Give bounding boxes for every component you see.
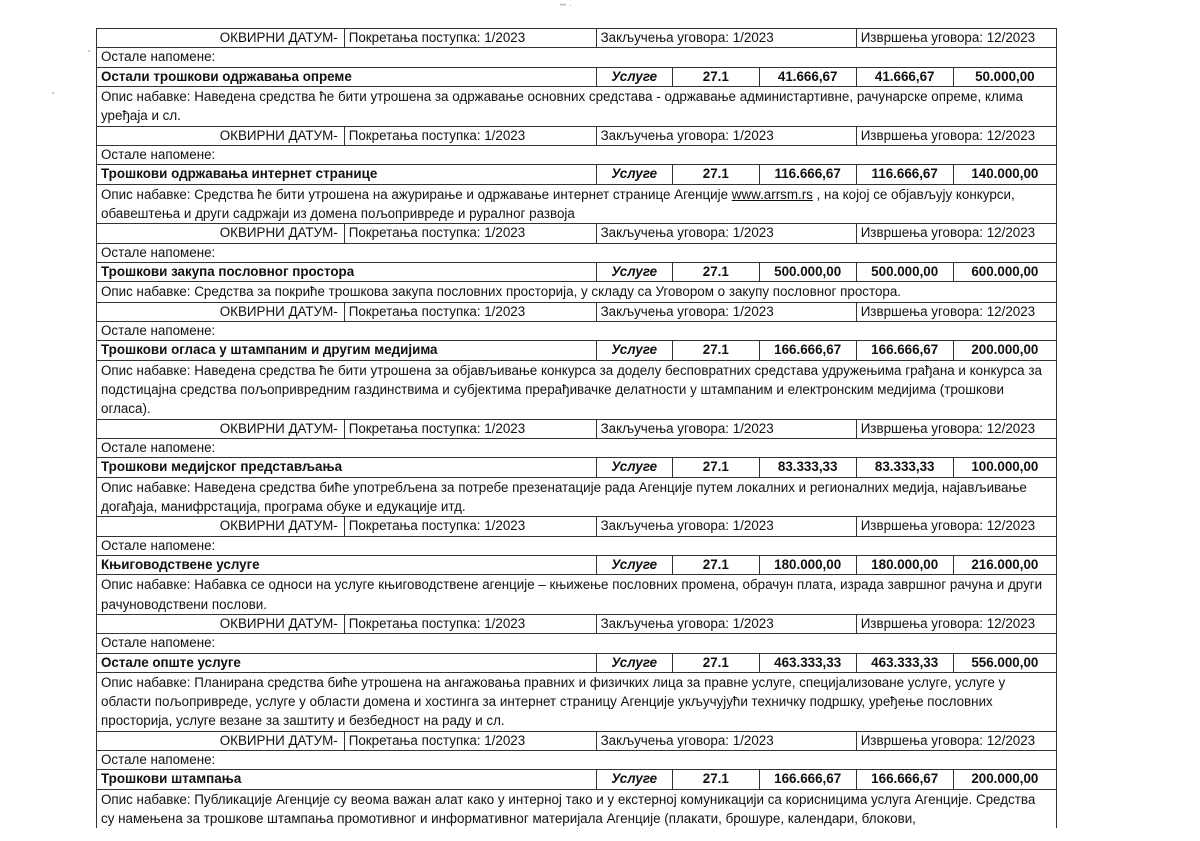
framework-date-row — [97, 731, 1057, 750]
item-amount-gross: 600.000,00 — [953, 263, 1056, 282]
item-amount: 166.666,67 — [856, 341, 953, 360]
execution-date: Извршења уговора: 12/2023 — [856, 419, 1056, 438]
other-notes-row — [97, 536, 1057, 555]
item-amount-gross: 200.000,00 — [953, 341, 1056, 360]
execution-date: Извршења уговора: 12/2023 — [856, 614, 1056, 633]
item-description-row — [97, 87, 1057, 126]
procurement-table — [96, 28, 1057, 828]
item-type: Услуге — [596, 653, 672, 672]
item-description-row — [97, 672, 1057, 731]
item-description-row — [97, 477, 1057, 516]
framework-date-row — [97, 126, 1057, 145]
item-row — [97, 165, 1057, 184]
item-description-row — [97, 360, 1057, 419]
item-konto: 27.1 — [672, 458, 759, 477]
item-konto: 27.1 — [672, 165, 759, 184]
item-konto: 27.1 — [672, 555, 759, 574]
item-description: Опис набавке: Наведена средства ће бити утрошена за објављивање конкурса за доделу бесповратних средстава удружењима грађана и конкурса за подстицајна средства пољопривредним газдинствима и субјектима прерађивачке делатности у штампаним и електронским медијима (трошкови огласа). — [97, 360, 1057, 419]
item-name: Остале опште услуге — [97, 653, 597, 672]
item-row — [97, 555, 1057, 574]
other-notes-label: Остале напомене: — [97, 750, 1057, 769]
item-name: Трошкови штампања — [97, 770, 597, 789]
item-type: Услуге — [596, 67, 672, 86]
item-description: Опис набавке: Набавка се односи на услуге књиговодствене агенције – књижење пословних промена, обрачун плата, израда завршног рачуна и други рачуноводствени послови. — [97, 575, 1057, 614]
item-type: Услуге — [596, 165, 672, 184]
scan-dot — [88, 50, 90, 52]
description-text: Опис набавке: Средства ће бити утрошена на ажурирање и одржавање интернет странице Агенције — [101, 186, 732, 202]
item-type: Услуге — [596, 263, 672, 282]
item-name: Трошкови медијског представљања — [97, 458, 597, 477]
execution-date: Извршења уговора: 12/2023 — [856, 731, 1056, 750]
other-notes-row — [97, 634, 1057, 653]
framework-date-row — [97, 419, 1057, 438]
item-konto: 27.1 — [672, 67, 759, 86]
initiation-date: Покретања поступка: 1/2023 — [344, 29, 596, 48]
item-description: Опис набавке: Публикације Агенције су веома важан алат како у интерној тако и у екстерној комуникацији са корисницима услуга Агенције. Средства су намењена за трошкове штампања промотивног и информативног материјала Агенције (плакати, брошуре, календари, блокови, — [97, 789, 1057, 828]
initiation-date: Покретања поступка: 1/2023 — [344, 302, 596, 321]
item-amount: 463.333,33 — [856, 653, 953, 672]
item-amount-gross: 200.000,00 — [953, 770, 1056, 789]
framework-date-row — [97, 302, 1057, 321]
item-description — [97, 184, 1057, 223]
conclusion-date: Закључења уговора: 1/2023 — [596, 419, 856, 438]
item-amount: 500.000,00 — [856, 263, 953, 282]
framework-date-label: ОКВИРНИ ДАТУМ- — [97, 731, 345, 750]
item-amount-net: 166.666,67 — [759, 770, 856, 789]
item-konto: 27.1 — [672, 341, 759, 360]
item-amount: 83.333,33 — [856, 458, 953, 477]
item-description-row — [97, 575, 1057, 614]
item-type: Услуге — [596, 770, 672, 789]
item-row — [97, 770, 1057, 789]
item-amount-net: 500.000,00 — [759, 263, 856, 282]
item-konto: 27.1 — [672, 263, 759, 282]
item-amount-gross: 216.000,00 — [953, 555, 1056, 574]
initiation-date: Покретања поступка: 1/2023 — [344, 731, 596, 750]
item-type: Услуге — [596, 555, 672, 574]
framework-date-label: ОКВИРНИ ДАТУМ- — [97, 302, 345, 321]
item-amount-net: 180.000,00 — [759, 555, 856, 574]
item-row — [97, 341, 1057, 360]
other-notes-label: Остале напомене: — [97, 146, 1057, 165]
item-amount-net: 83.333,33 — [759, 458, 856, 477]
item-description: Опис набавке: Наведена средства ће бити утрошена за одржавање основних средстава - одржавање администартивне, рачунарске опреме, клима уређаја и сл. — [97, 87, 1057, 126]
other-notes-row — [97, 750, 1057, 769]
item-description: Опис набавке: Планирана средства биће утрошена на ангажовања правних и физичких лица за правне услуге, специјализоване услуге, услуге у области пољопривреде, услуге у области домена и хостинга за интернет страницу Агенције укључујући техничку подршку, уређење пословних просторија, услуге везане за заштиту и безбедност на раду и сл. — [97, 672, 1057, 731]
item-type: Услуге — [596, 458, 672, 477]
item-name: Остали трошкови одржавања опреме — [97, 67, 597, 86]
item-type: Услуге — [596, 341, 672, 360]
item-description-row — [97, 789, 1057, 828]
other-notes-label: Остале напомене: — [97, 243, 1057, 262]
item-row — [97, 458, 1057, 477]
framework-date-row — [97, 29, 1057, 48]
item-amount-gross: 50.000,00 — [953, 67, 1056, 86]
item-row — [97, 653, 1057, 672]
website-link[interactable]: www.arrsm.rs — [731, 186, 813, 202]
conclusion-date: Закључења уговора: 1/2023 — [596, 614, 856, 633]
item-name: Књиговодствене услуге — [97, 555, 597, 574]
framework-date-label: ОКВИРНИ ДАТУМ- — [97, 29, 345, 48]
item-amount-net: 463.333,33 — [759, 653, 856, 672]
framework-date-label: ОКВИРНИ ДАТУМ- — [97, 419, 345, 438]
item-description-row — [97, 282, 1057, 302]
description-text: , на којој се објављују конкурси, обавештења и други садржаји из домена пољопривреде и руралног развоја — [101, 186, 1015, 222]
item-description-row — [97, 184, 1057, 223]
other-notes-row — [97, 146, 1057, 165]
item-amount-gross: 100.000,00 — [953, 458, 1056, 477]
item-amount: 166.666,67 — [856, 770, 953, 789]
conclusion-date: Закључења уговора: 1/2023 — [596, 302, 856, 321]
item-amount-gross: 556.000,00 — [953, 653, 1056, 672]
conclusion-date: Закључења уговора: 1/2023 — [596, 126, 856, 145]
item-name: Трошкови закупа пословног простора — [97, 263, 597, 282]
conclusion-date: Закључења уговора: 1/2023 — [596, 224, 856, 243]
item-name: Трошкови огласа у штампаним и другим медијима — [97, 341, 597, 360]
framework-date-label: ОКВИРНИ ДАТУМ- — [97, 224, 345, 243]
item-description: Опис набавке: Средства за покриће трошкова закупа пословних просторија, у складу са Уговором о закупу пословног простора. — [97, 282, 1057, 302]
conclusion-date: Закључења уговора: 1/2023 — [596, 517, 856, 536]
framework-date-row — [97, 614, 1057, 633]
item-description: Опис набавке: Наведена средства биће употребљена за потребе презенатације рада Агенције путем локалних и регионалних медија, најављивање догађаја, манифрстација, програма обуке и едукације итд. — [97, 477, 1057, 516]
execution-date: Извршења уговора: 12/2023 — [856, 29, 1056, 48]
scan-top-mark: ━ · — [560, 0, 573, 11]
other-notes-label: Остале напомене: — [97, 536, 1057, 555]
execution-date: Извршења уговора: 12/2023 — [856, 517, 1056, 536]
initiation-date: Покретања поступка: 1/2023 — [344, 224, 596, 243]
item-amount-gross: 140.000,00 — [953, 165, 1056, 184]
other-notes-label: Остале напомене: — [97, 634, 1057, 653]
item-row — [97, 263, 1057, 282]
initiation-date: Покретања поступка: 1/2023 — [344, 517, 596, 536]
initiation-date: Покретања поступка: 1/2023 — [344, 126, 596, 145]
framework-date-label: ОКВИРНИ ДАТУМ- — [97, 517, 345, 536]
initiation-date: Покретања поступка: 1/2023 — [344, 419, 596, 438]
scan-dot — [52, 92, 54, 94]
execution-date: Извршења уговора: 12/2023 — [856, 302, 1056, 321]
item-konto: 27.1 — [672, 653, 759, 672]
framework-date-row — [97, 224, 1057, 243]
other-notes-label: Остале напомене: — [97, 438, 1057, 457]
framework-date-row — [97, 517, 1057, 536]
item-amount: 41.666,67 — [856, 67, 953, 86]
item-amount-net: 116.666,67 — [759, 165, 856, 184]
other-notes-label: Остале напомене: — [97, 48, 1057, 67]
framework-date-label: ОКВИРНИ ДАТУМ- — [97, 126, 345, 145]
other-notes-row — [97, 48, 1057, 67]
item-amount-net: 166.666,67 — [759, 341, 856, 360]
item-amount: 180.000,00 — [856, 555, 953, 574]
initiation-date: Покретања поступка: 1/2023 — [344, 614, 596, 633]
conclusion-date: Закључења уговора: 1/2023 — [596, 29, 856, 48]
execution-date: Извршења уговора: 12/2023 — [856, 224, 1056, 243]
other-notes-label: Остале напомене: — [97, 322, 1057, 341]
conclusion-date: Закључења уговора: 1/2023 — [596, 731, 856, 750]
other-notes-row — [97, 243, 1057, 262]
item-row — [97, 67, 1057, 86]
framework-date-label: ОКВИРНИ ДАТУМ- — [97, 614, 345, 633]
item-amount: 116.666,67 — [856, 165, 953, 184]
execution-date: Извршења уговора: 12/2023 — [856, 126, 1056, 145]
other-notes-row — [97, 322, 1057, 341]
item-konto: 27.1 — [672, 770, 759, 789]
item-name: Трошкови одржавања интернет странице — [97, 165, 597, 184]
other-notes-row — [97, 438, 1057, 457]
item-amount-net: 41.666,67 — [759, 67, 856, 86]
